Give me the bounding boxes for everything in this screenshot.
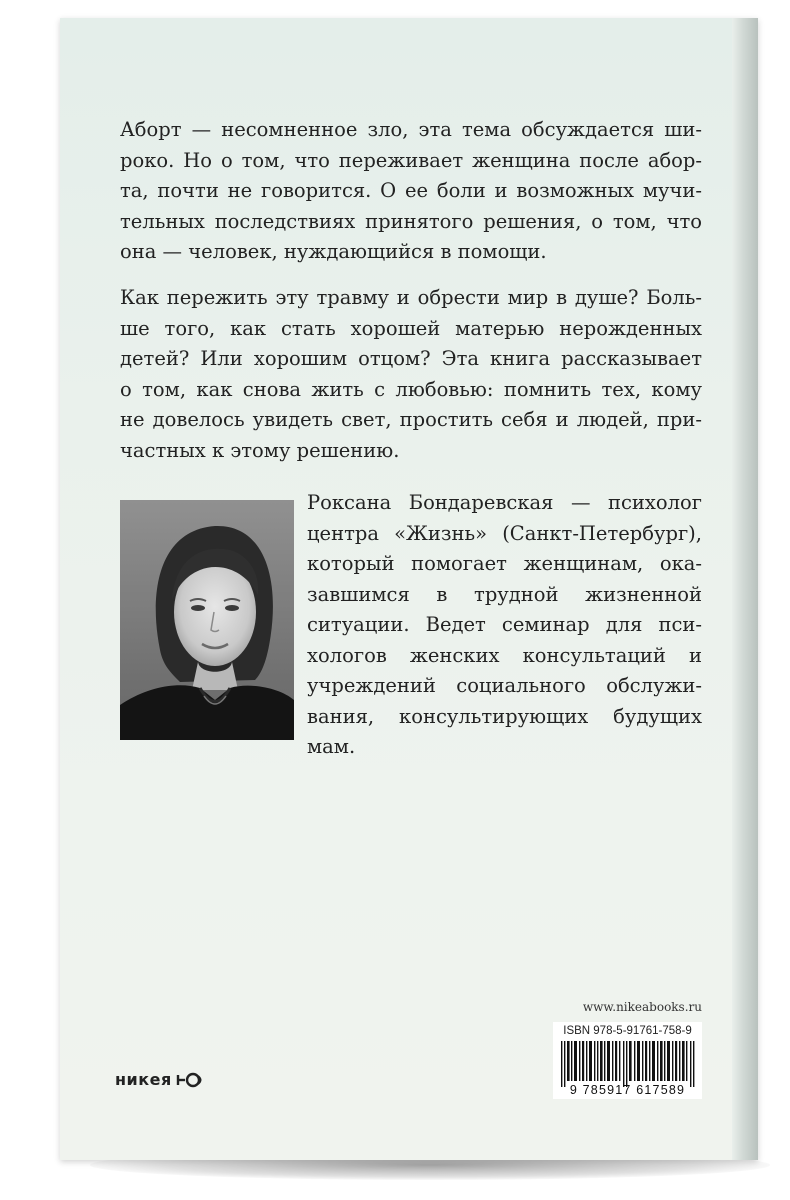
- bio-line: мам.: [307, 735, 356, 758]
- publisher-logo: [115, 1070, 204, 1089]
- isbn-barcode: [553, 1022, 702, 1099]
- barcode-digits: 9 785917 617589: [569, 1083, 686, 1097]
- paragraph-line: тельных последствиях принятого решения, о том, что: [120, 209, 702, 233]
- author-photo: [120, 500, 294, 740]
- description-paragraph-1: [120, 115, 702, 268]
- publisher-website: www.nikeabooks.ru: [582, 1000, 702, 1014]
- paragraph-line: Аборт — несомненное зло, эта тема обсуждается ши-: [120, 118, 702, 141]
- bio-line: который помогает женщинам, ока-: [307, 552, 702, 575]
- bio-line: хологов женских консультаций и: [307, 643, 702, 667]
- author-bio: [307, 488, 702, 763]
- bio-line: учреждений социального обслужи-: [307, 674, 702, 697]
- paragraph-line: Как пережить эту травму и обрести мир в душе? Боль-: [120, 286, 702, 309]
- paragraph-line: та, почти не говорится. О ее боли и возможных мучи-: [120, 179, 702, 202]
- bio-line: центра «Жизнь» (Санкт-Петербург),: [307, 521, 702, 545]
- bio-line: вания, консультирующих будущих: [307, 704, 702, 728]
- paragraph-line: о том, как снова жить с любовью: помнить тех, кому: [120, 377, 702, 401]
- publisher-name: никея: [115, 1070, 172, 1089]
- book-back-cover: [60, 18, 758, 1160]
- paragraph-line: ше того, как стать хорошей матерью нерожденных: [120, 316, 702, 340]
- isbn-label: ISBN 978-5-91761-758-9: [563, 1025, 692, 1037]
- nikea-mark-icon: [176, 1072, 204, 1088]
- paragraph-line: не довелось увидеть свет, простить себя и людей, при-: [120, 408, 702, 431]
- bio-line: завшимся в трудной жизненной: [307, 582, 702, 606]
- paragraph-line: она — человек, нуждающийся в помощи.: [120, 240, 547, 263]
- barcode-icon: [559, 1041, 699, 1087]
- author-portrait-icon: [120, 500, 294, 740]
- bio-line: ситуации. Ведет семинар для пси-: [307, 613, 702, 636]
- paragraph-line: детей? Или хорошим отцом? Эта книга рассказывает: [120, 347, 702, 370]
- paragraph-line: роко. Но о том, что переживает женщина после абор-: [120, 148, 702, 172]
- bio-line: Роксана Бондаревская — психолог: [307, 491, 702, 514]
- book-spine: [732, 18, 758, 1160]
- description-paragraph-2: [120, 283, 702, 466]
- paragraph-line: частных к этому решению.: [120, 438, 400, 462]
